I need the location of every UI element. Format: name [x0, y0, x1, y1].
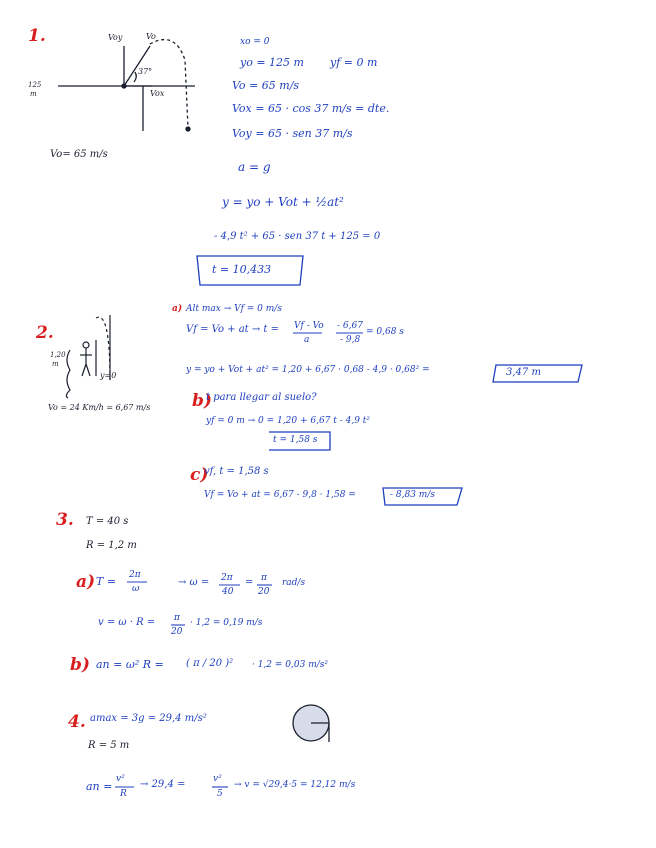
p3-radius: R = 1,2 m [86, 540, 137, 551]
p2-a-result: = 0,68 s [366, 327, 404, 337]
p1-line-yf: yf = 0 m [330, 56, 378, 69]
p1-line-x0: xo = 0 [240, 37, 270, 47]
trajectory [150, 40, 188, 128]
p3-a-w-lhs: → ω = [178, 577, 210, 588]
p2-b-intro: t para llegar al suelo? [206, 392, 317, 403]
p4-radius: R = 5 m [88, 740, 130, 751]
problem-1-number: 1. [28, 26, 46, 46]
height-unit: m [30, 90, 37, 98]
p3-b-paren: ( π / 20 )² [186, 658, 234, 669]
p2-b-answer: t = 1,58 s [273, 435, 318, 445]
height-label: 125 [28, 81, 42, 89]
p2-b-label: b) [192, 391, 212, 411]
v0-note: Vo= 65 m/s [50, 149, 108, 160]
problem-4-number: 4. [68, 712, 86, 732]
p2-c-answer: - 8,83 m/s [390, 490, 435, 500]
p2-a-intro: Alt max → Vf = 0 m/s [186, 304, 282, 314]
vox-label: Vox [150, 89, 165, 98]
p4-mid-num: v² [213, 774, 222, 784]
p3-a-w2-num: π [261, 573, 267, 583]
p2-a-frac1-den: a [304, 335, 310, 345]
angle-label: 37° [138, 67, 153, 76]
p3-a-v-lhs: v = ω · R = [98, 617, 156, 628]
projectile-diagram-1 [58, 40, 195, 131]
p1-line-vox: Vox = 65 · cos 37 m/s = dte. [232, 102, 390, 115]
p1-answer: t = 10,433 [212, 263, 272, 276]
p2-height: 1,20 [50, 351, 66, 359]
p3-a-w-num: 2π [221, 573, 233, 583]
p4-amax: amax = 3g = 29,4 m/s² [90, 713, 207, 724]
p4-arrow1: → 29,4 = [140, 779, 186, 790]
p1-line-voy: Voy = 65 · sen 37 m/s [232, 127, 353, 140]
p1-line-a: a = g [238, 160, 271, 174]
p3-b-rhs: · 1,2 = 0,03 m/s² [252, 660, 328, 670]
p2-a-y-answer: 3,47 m [506, 367, 541, 378]
p4-an-den: R [120, 789, 127, 799]
p3-a-w2-den: 20 [258, 587, 270, 597]
p3-a-w-unit: rad/s [282, 578, 306, 588]
p3-a-T-den: ω [132, 584, 140, 594]
p2-a-y-eq: y = yo + Vot + at² = 1,20 + 6,67 · 0,68 - 4,9 · 0,68² = [186, 365, 430, 375]
p4-an-lhs: an = [86, 780, 113, 793]
p2-c-eq: Vf = Vo + at = 6,67 - 9,8 · 1,58 = [204, 490, 356, 500]
p1-line-quadratic: - 4,9 t² + 65 · sen 37 t + 125 = 0 [214, 231, 381, 242]
p3-a-T-lhs: T = [96, 575, 117, 588]
p1-line-y0: yo = 125 m [240, 56, 304, 69]
p2-c-label: c) [190, 465, 209, 485]
voy-label: Voy [108, 33, 123, 42]
p3-a-v-den: 20 [171, 627, 183, 637]
p1-line-y-eq: y = yo + Vot + ½at² [222, 195, 344, 209]
p4-mid-den: 5 [217, 789, 223, 799]
p3-a-v-rhs: · 1,2 = 0,19 m/s [190, 618, 263, 628]
p2-b-eq: yf = 0 m → 0 = 1,20 + 6,67 t - 4,9 t² [206, 416, 371, 426]
p3-a-T-num: 2π [129, 570, 141, 580]
p2-height-unit: m [52, 360, 59, 368]
p4-an-num: v² [116, 774, 125, 784]
p2-v0-note: Vo = 24 Km/h = 6,67 m/s [48, 403, 151, 412]
p3-a-label: a) [76, 572, 96, 592]
p2-a-eq: Vf = Vo + at → t = [186, 324, 280, 335]
p4-final: → v = √29,4·5 = 12,12 m/s [234, 780, 356, 790]
stick-figure-diagram [66, 315, 110, 398]
problem-3-number: 3. [56, 510, 74, 530]
problem-2-number: 2. [36, 323, 54, 343]
p2-c-intro: vf, t = 1,58 s [204, 466, 269, 477]
p2-a-frac2-den: - 9,8 [340, 335, 361, 345]
p2-y0: y=0 [100, 371, 117, 380]
p2-a-frac1-num: Vf - Vo [294, 321, 324, 331]
p3-a-v-num: π [174, 613, 180, 623]
p3-a-w-den: 40 [222, 587, 234, 597]
p3-b-label: b) [70, 655, 90, 675]
p3-period: T = 40 s [86, 516, 129, 527]
p3-a-w-eq: = [245, 577, 254, 588]
p1-line-v0: Vo = 65 m/s [232, 79, 300, 92]
vo-label: Vo [146, 32, 156, 41]
circle-diagram [293, 705, 329, 742]
p3-b-eq: an = ω² R = [96, 658, 164, 671]
p2-a-label: a) [172, 304, 183, 314]
vo-vector [124, 46, 153, 86]
p2-a-frac2-num: - 6,67 [337, 321, 363, 331]
